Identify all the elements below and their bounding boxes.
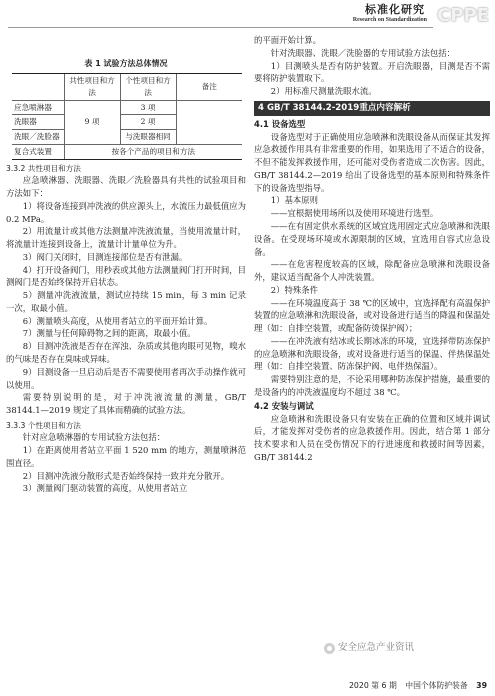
list-item: 7）测量与任何障碍物之间的距离，取最小值。	[22, 328, 196, 339]
wechat-icon	[324, 643, 335, 654]
list-item: 3）阀门关闭时，目测连接部位是否有泄漏。	[22, 251, 188, 262]
table-cell: 按各个产品的项目和方法	[64, 144, 242, 159]
list-item: 2）用流量计或其他方法测量冲洗液流量，当使用流量计时，将流量计连接到设备上，流量计计量单位为升。	[6, 226, 246, 250]
list-item: 8）目测冲洗液是否存在浑浊、杂质或其他肉眼可见物，嗅水的气味是否存在臭味或异味。	[6, 341, 246, 364]
list-item: 9）目测设备一旦启动后是否不需要使用者再次手动操作就可以使用。	[6, 366, 246, 390]
list-item: ——在危害程度较高的区域，除配备应急喷淋和洗眼设备外，建议适当配备个人冲洗装置。	[254, 259, 490, 283]
list-item: ——在有固定供水系统的区域宜选用固定式应急喷淋和洗眼设备。在受现场环境或水源限制的区域，宜选用自容式应急设备。	[254, 221, 490, 257]
methods-table	[12, 73, 242, 160]
cppe-logo: CPPE	[437, 5, 489, 26]
subsection-heading: 4.2 安装与调试	[254, 400, 314, 411]
page-footer	[343, 680, 487, 692]
list-item: 1）将设备连接到冲洗液的供应源头上，水流压力最低值应为 0.2 MPa。	[6, 200, 246, 224]
paragraph: 针对洗眼器、洗眼／洗脸器的专用试验方法包括：	[270, 47, 456, 58]
subsection-heading: 3.3.2 共性项目和方法	[6, 163, 81, 173]
table-row	[12, 144, 242, 159]
table-header-cell: 个性项目和方法	[120, 74, 176, 101]
table-cell: 洗眼／洗脸器	[12, 130, 64, 145]
paragraph: 应急喷淋和洗眼设备只有安装在正确的位置和区域并调试后，才能发挥对受伤者的应急救援作用。因此，结合第 1 部分技术要求和人员在受伤情况下的行进速度和救援时间等因素，GB/T 38144.2	[254, 413, 490, 462]
watermark	[324, 641, 414, 655]
table-header-cell: 共性项目和方法	[64, 74, 120, 101]
list-item: ——在环境温度高于 38 ℃的区域中，宜选择配有高温保护装置的应急喷淋和洗眼设备，或对设备进行适当的降温和保温处理（如：自排空装置，或配备防烫保护阀）；	[254, 297, 490, 334]
table-row	[12, 100, 242, 115]
table-caption: 表 1 试验方法总体情况	[84, 59, 168, 68]
paragraph: 设备选型对于正确使用应急喷淋和洗眼设备从而保证其发挥应急救援作用具有非常重要的作用，如果选用了不适合的设备，不但不能发挥救援作用，还可能对受伤者造成二次伤害。因此，GB/T 38144.2—2019 给出了设备选型的基本原则和特殊条件下的设备选型指导。	[254, 131, 490, 193]
paragraph: 需要特别注意的是，不论采用哪种防冻保护措施，最重要的是设备内的冲洗液温度均不超过 38 ℃。	[254, 374, 490, 397]
paragraph: 的平面开始计算。	[254, 35, 321, 45]
list-item: 4）打开设备阀门，用秒表或其他方法测量阀门打开时间，目测阀门是否始终保持开启状态。	[6, 264, 246, 288]
header-rule	[8, 27, 433, 28]
list-item: 2）目测冲洗液分散形式是否始终保持一致并充分散开。	[22, 470, 230, 481]
watermark-text: 安全应急产业资讯	[338, 642, 415, 653]
table-cell	[176, 100, 242, 144]
issue-date: 2020 第 6 期	[348, 681, 397, 691]
list-item: 2）特殊条件	[270, 284, 318, 295]
paragraph: 针对应急喷淋器的专用试验方法包括：	[22, 432, 166, 443]
subsection-heading: 4.1 设备选型	[254, 118, 306, 129]
list-item: 6）测量喷头高度，从使用者站立的平面开始计算。	[22, 315, 213, 326]
table-cell: 复合式装置	[12, 144, 64, 159]
table-cell: 与洗眼器相同	[120, 130, 176, 145]
table-cell: 应急喷淋器	[12, 100, 64, 115]
page-number: 39	[476, 681, 487, 691]
table-header-cell: 备注	[176, 74, 242, 101]
list-item: 5）测量冲洗液流量，测试应持续 15 min，每 3 min 记录一次，取最小值。	[6, 290, 246, 313]
section-subtitle: Research on Standardization	[352, 17, 427, 23]
table-cell: 9 项	[64, 100, 120, 144]
table-cell: 3 项	[120, 100, 176, 115]
list-item: 1）基本原则	[270, 195, 318, 206]
section-heading: 4 GB/T 38144.2-2019重点内容解析	[254, 101, 490, 116]
table-header-row	[12, 74, 242, 101]
paragraph: 应急喷淋器、洗眼器、洗眼／洗脸器具有共性的试验项目和方法如下：	[6, 175, 246, 199]
page-header	[0, 0, 495, 30]
list-item: 3）测量阀门驱动装置的高度，从使用者站立	[22, 483, 188, 494]
journal-name: 中国个体防护装备	[405, 681, 468, 691]
list-item: 2）用标准尺测量洗眼水流。	[270, 86, 377, 97]
paragraph: 需要特别说明的是，对于冲洗液流量的测量，GB/T 38144.1—2019 规定了具体而精确的试验方法。	[6, 392, 246, 416]
subsection-heading: 3.3.3 个性项目和方法	[6, 420, 81, 430]
table-header-cell	[12, 74, 64, 101]
left-column	[6, 34, 246, 495]
table-cell: 洗眼器	[12, 115, 64, 130]
section-title: 标准化研究	[365, 3, 425, 16]
list-item: 1）目测喷头是否有防护装置。开启洗眼器，目测是否不需要将防护装置取下。	[254, 60, 490, 84]
table-cell: 2 项	[120, 115, 176, 130]
list-item: ——在冲洗液有结冰或长期冰冻的环境，宜选择带防冻保护的应急喷淋和洗眼设备，或对设备进行适当的保温、伴热保温处理（如：自排空装置、防冻保护阀、电伴热保温）。	[254, 335, 490, 372]
right-column	[254, 34, 490, 464]
list-item: 1）在距离使用者站立平面 1 520 mm 的地方，测量喷淋范围直径。	[6, 445, 246, 468]
list-item: ——宜根据使用场所以及使用环境进行选型。	[270, 208, 439, 219]
